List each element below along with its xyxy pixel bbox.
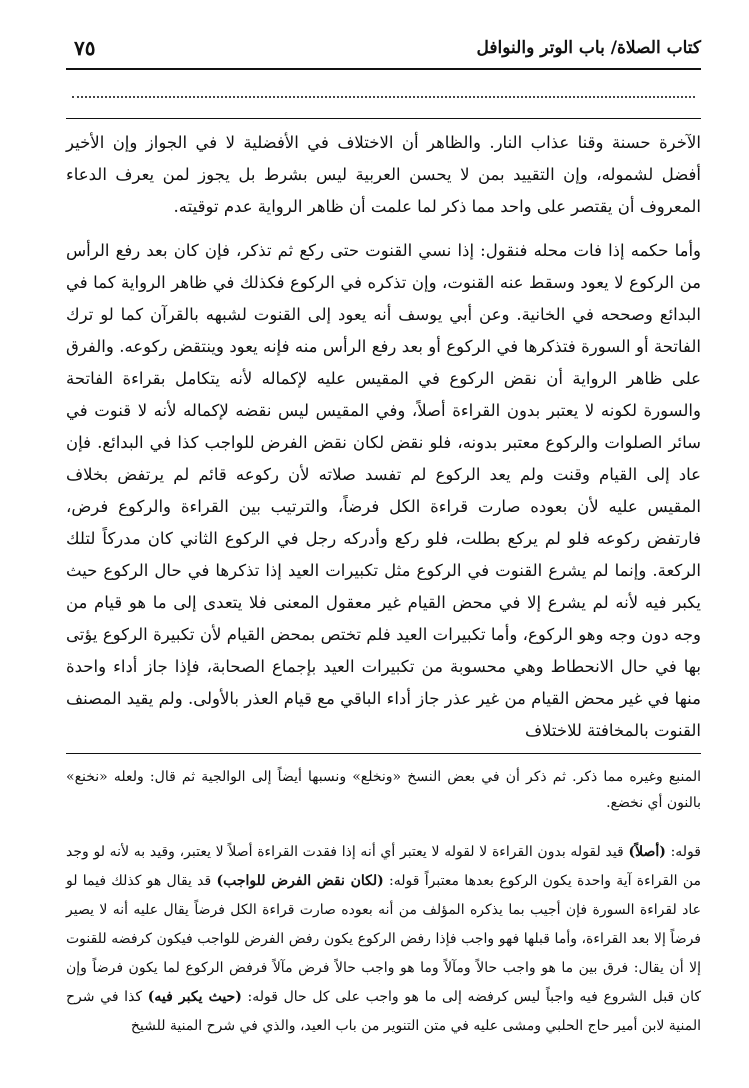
footnote-divider [66, 753, 701, 754]
commentary-lemma: (حيث يكبر فيه) [147, 989, 242, 1005]
main-paragraph: وأما حكمه إذا فات محله فنقول: إذا نسي القنوت حتى ركع ثم تذكر، فإن كان بعد رفع الرأس من الركوع لا يعود وسقط عنه القنوت، وإن تذكره في الركوع فكذلك في ظاهر الرواية كما في البدائع وصححه في الخانية. وعن أبي يوسف أنه يعود إلى القنوت لشبهه بالقرآن كما لو ترك الفاتحة أو السورة فتذكرها في الركوع أو بعد رفع الرأس منه فإنه يعود وينتقض ركوعه. والفرق على ظاهر الرواية أن نقض الركوع في المقيس عليه لإكماله لأنه يتكامل بقراءة الفاتحة والسورة لكونه لا يعتبر بدون القراءة أصلاً، وفي المقيس ليس نقضه لإكماله لأنه لا قنوت في سائر الصلوات والركوع معتبر بدونه، فلو نقض لكان نقض الفرض للواجب كذا في البدائع. فإن عاد إلى القيام وقنت ولم يعد الركوع لم تفسد صلاته لأن ركوعه قائم لم يرتفض بخلاف المقيس عليه لأن بعوده صارت قراءة الكل فرضاً، والترتيب بين القراءة والركوع فرض، فارتفض ركوعه فلو لم يركع بطلت، فلو ركع وأدركه رجل في الركوع الثاني كان مدركاً لتلك الركعة. وإنما لم يشرع القنوت في الركوع مثل تكبيرات العيد إذا تذكرها في حال الركوع حيث يكبر فيه لأنه لم يشرع إلا في محض القيام غير معقول المعنى فلا يتعدى إلى ما هو قيام من وجه دون وجه وهو الركوع، وأما تكبيرات العيد فلم تختص بمحض القيام لأن تكبيرة الركوع يؤتى بها في حال الانحطاط وهي محسوبة من تكبيرات العيد بإجماع الصحابة، فإذا جاز أداء واحدة منها في غير محض القيام من غير عذر جاز أداء الباقي مع قيام العذر بالأولى. ولم يقيد المصنف القنوت بالمخافتة للاختلاف [66, 241, 701, 740]
footnote [66, 764, 701, 816]
commentary [66, 838, 701, 1041]
page-number: ٧٥ [74, 36, 96, 60]
page [66, 32, 701, 1072]
footnote-line: المنبع وغيره مما ذكر. ثم ذكر أن في بعض النسخ «ونخلع» ونسبها أيضاً إلى الوالجية ثم قال: ولعله «نخنع» بالنون أي نخضع. [66, 769, 701, 811]
dotted-divider [72, 78, 695, 98]
commentary-paragraph [66, 838, 701, 1041]
running-title: كتاب الصلاة/ باب الوتر والنوافل [476, 38, 701, 58]
main-paragraph: الآخرة حسنة وقنا عذاب النار. والظاهر أن الاختلاف في الأفضلية لا في الجواز وإن الأخير أفضل لشموله، وإن التقييد بمن لا يحسن العربية ليس بشرط بل يجوز لمن يعرف الدعاء المعروف أن يقتصر على واحد مما ذكر لما علمت أن ظاهر الرواية عدم توقيته. [66, 133, 701, 216]
main-text [66, 127, 701, 747]
commentary-text: قيد لقوله بدون القراءة لا لقوله لا يعتبر أي أنه إذا فقدت القراءة أصلاً لا يعتبر، وقيد به لأنه لو وجد من القراءة آية واحدة يكون الركوع بعدها معتبراً قوله: [66, 844, 701, 889]
commentary-text: قد يقال هو كذلك فيما لو عاد لقراءة السورة فإن أجيب بما يذكره المؤلف من أنه بعوده صارت قراءة الكل فرضاً يقال عليه أنه لا يصير فرضاً إلا بعد القراءة، وأما قبلها فهو واجب فإذا رفض الركوع يكون رفض الفرض للواجب فيكون كرفضه للقنوت إلا أن يقال: فرق بين ما هو واجب حالاً ومآلاً وما هو واجب حالاً فرض مآلاً فرفض الركوع لما يكون فرضاً وإن كان قبل الشروع فيه واجباً ليس كرفضه إلى ما هو واجب على كل حال قوله: [66, 873, 702, 1005]
page-header [66, 32, 701, 70]
commentary-lemma: (أصلاً) [628, 844, 666, 860]
commentary-text: قوله: [665, 844, 701, 860]
commentary-lemma: (لكان نقض الفرض للواجب) [216, 873, 384, 889]
commentary-text: كذا في شرح المنية لابن أمير حاج الحلبي ومشى عليه في متن التنوير من باب العيد، والذي في شرح المنية للشيخ [66, 989, 701, 1034]
text-top-rule [66, 118, 701, 119]
